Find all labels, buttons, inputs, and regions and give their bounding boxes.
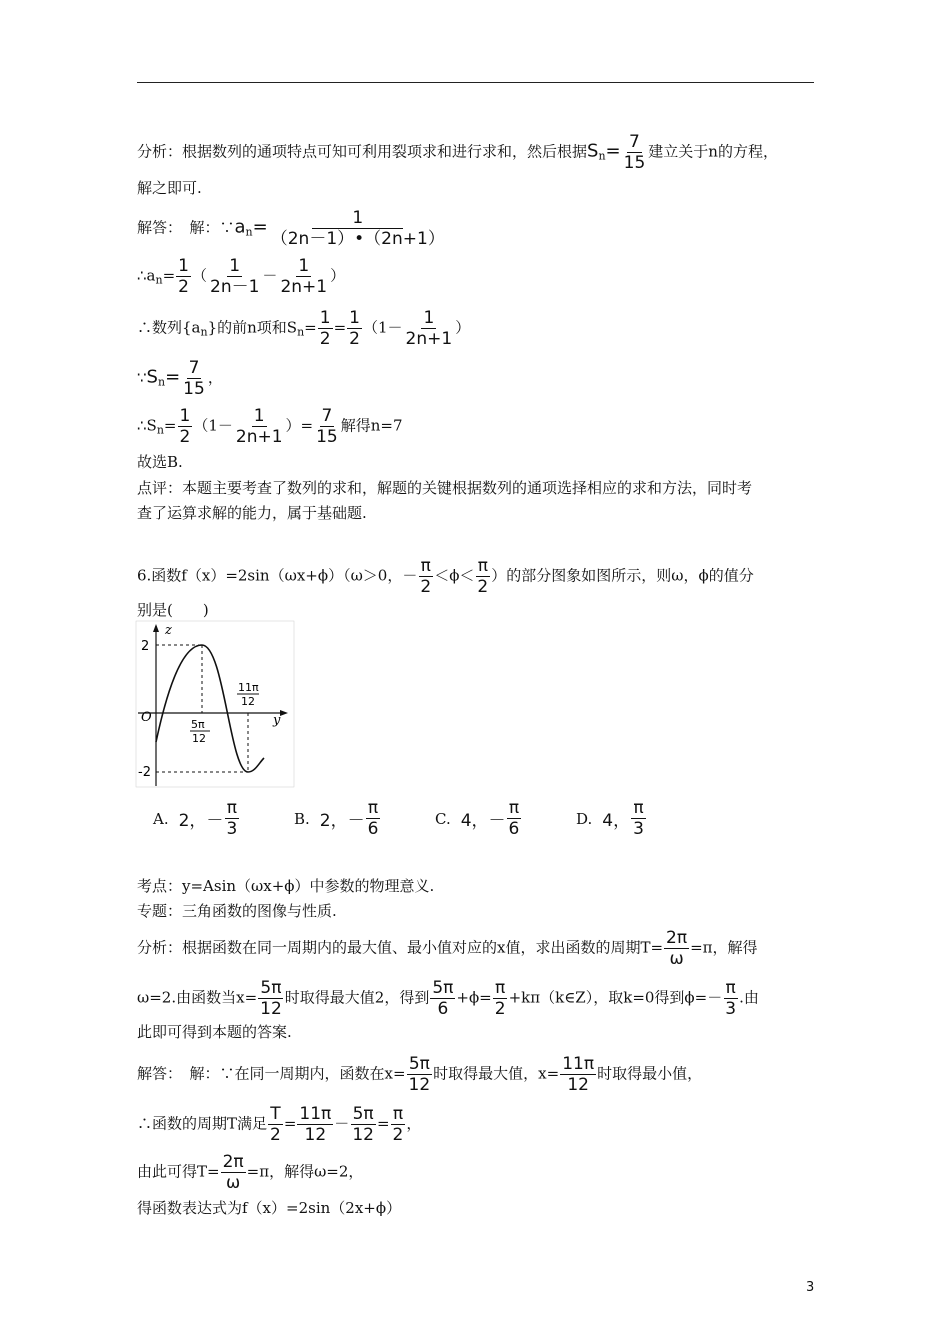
solution2-line-1: [137, 1054, 702, 1095]
text: =: [163, 416, 177, 435]
text: n: [200, 325, 208, 339]
text: ）: [455, 318, 471, 337]
fraction: $\frac{7}{15}$: [183, 358, 205, 399]
text: n: [245, 225, 253, 239]
text: ∴数列{a: [137, 318, 201, 337]
text: ）: [330, 266, 346, 285]
text: }的前n项和S: [207, 318, 298, 337]
text: S: [146, 366, 158, 388]
text: +ϕ=: [456, 988, 492, 1007]
fraction: $\frac{1}{2}$: [179, 406, 191, 447]
choice-d[interactable]: [576, 798, 647, 839]
analysis2-line-1: [137, 928, 758, 969]
fraction: $\frac{11\pi}{12}$: [562, 1054, 595, 1095]
fraction: $\frac{\pi}{2}$: [420, 556, 432, 597]
text: +kπ（k∈Z），取k=0得到ϕ=－: [508, 988, 723, 1007]
tick-11pi-num: 11π: [238, 681, 259, 694]
text: 时取得最大值，x=: [433, 1064, 560, 1083]
choice-value: 2，－: [319, 811, 365, 831]
text: 建立关于n的方程，: [648, 142, 778, 161]
fraction: $\frac{7}{15}$: [623, 132, 646, 173]
origin-label: O: [141, 710, 152, 725]
fraction: $\frac{\pi}{2}$: [494, 978, 506, 1019]
comment-line-2: 查了运算求解的能力，属于基础题.: [137, 504, 367, 522]
analysis-line-2: 解之即可.: [137, 179, 202, 197]
text: n: [156, 423, 164, 437]
question-6-line-1: [137, 556, 754, 597]
choice-value: 4，: [602, 811, 631, 831]
text: ∵: [137, 368, 147, 387]
solution-line-4: [137, 358, 223, 399]
choice-label: A.: [153, 809, 169, 828]
choice-label: C.: [435, 809, 451, 828]
text: ∴S: [137, 416, 157, 435]
text: （1－: [193, 416, 233, 435]
question-6-line-2: 别是( ): [137, 601, 209, 619]
text: 时取得最大值2，得到: [284, 988, 430, 1007]
text: 6.函数f（x）=2sin（ωx+ϕ）（ω＞0，－: [137, 566, 418, 585]
text: （: [192, 266, 208, 285]
text: n: [598, 149, 606, 163]
fraction: $\frac{1}{2}$: [349, 308, 360, 349]
tick-5pi-num: 5π: [191, 718, 205, 731]
tick-5pi-den: 12: [192, 732, 206, 745]
solution2-line-2: [137, 1104, 421, 1145]
fraction: $\frac{\pi}{2}$: [477, 556, 489, 597]
analysis-line-1: [137, 132, 778, 173]
fraction: $\frac{1}{(2n-1)•(2n+1)}$: [270, 208, 445, 249]
y-label: y: [273, 713, 281, 728]
sine-graph: [135, 620, 295, 788]
text: 解得n=7: [340, 416, 403, 435]
y-axis-arrow: [280, 710, 288, 716]
answer-choices: [153, 798, 713, 844]
choice-a[interactable]: [153, 798, 240, 839]
fraction: $\frac{1}{2}$: [178, 256, 189, 297]
choice-value: 4，－: [460, 811, 506, 831]
solution2-line-4: 得函数表达式为f（x）=2sin（2x+ϕ）: [137, 1199, 402, 1217]
text: 分析：根据数列的通项特点可知可利用裂项求和进行求和，然后根据: [137, 142, 588, 161]
fraction: $\frac{5\pi}{12}$: [352, 1104, 374, 1145]
text: n: [297, 325, 305, 339]
fraction: $\frac{\pi}{3}$: [226, 798, 238, 839]
text: 时取得最小值，: [597, 1064, 703, 1083]
fraction: $\frac{1}{2n+1}$: [405, 308, 453, 349]
comment-line-1: 点评：本题主要考查了数列的求和，解题的关键根据数列的通项选择相应的求和方法，同时考: [137, 479, 753, 497]
z-label: z: [165, 623, 172, 638]
fraction: $\frac{1}{2n-1}$: [210, 256, 260, 297]
graph-border: [136, 621, 294, 787]
solution-line-5: [137, 406, 403, 447]
fraction: $\frac{2\pi}{\omega}$: [222, 1152, 244, 1193]
text: 由此可得T=: [137, 1162, 220, 1181]
fraction: $\frac{1}{2n+1}$: [280, 256, 328, 297]
text: ∴a: [137, 266, 156, 285]
text: =: [252, 216, 268, 238]
text: a: [234, 216, 246, 238]
text: ，: [406, 1114, 422, 1133]
analysis2-line-2: [137, 978, 759, 1019]
topic-line: 专题：三角函数的图像与性质.: [137, 902, 337, 920]
fraction: $\frac{T}{2}$: [270, 1104, 281, 1145]
fraction: $\frac{\pi}{2}$: [392, 1104, 404, 1145]
text: 解答： 解：∵在同一周期内，函数在x=: [137, 1064, 406, 1083]
text: （1－: [362, 318, 403, 337]
choice-value: 2，－: [178, 811, 224, 831]
text: ∴函数的周期T满足: [137, 1114, 268, 1133]
text: －: [334, 1114, 350, 1133]
text: =: [162, 266, 176, 285]
choice-b[interactable]: [294, 798, 381, 839]
fraction: $\frac{\pi}{6}$: [367, 798, 379, 839]
fraction: $\frac{5\pi}{12}$: [408, 1054, 431, 1095]
fraction: $\frac{5\pi}{12}$: [260, 978, 282, 1019]
exam-point-line: 考点：y=Asin（ωx+ϕ）中参数的物理意义.: [137, 877, 435, 895]
text: ，: [207, 368, 223, 387]
answer-line: 故选B.: [137, 453, 183, 471]
fraction: $\frac{5\pi}{6}$: [432, 978, 454, 1019]
text: =π，解得ω=2，: [246, 1162, 364, 1181]
choice-c[interactable]: [435, 798, 522, 839]
text: n: [157, 375, 166, 389]
text: S: [587, 140, 599, 162]
sine-curve: [156, 645, 264, 772]
text: ＜ϕ＜: [434, 566, 475, 585]
tick-11pi-den: 12: [241, 695, 255, 708]
text: =: [283, 1114, 297, 1133]
text: =: [333, 318, 347, 337]
fraction: $\frac{1}{2n+1}$: [235, 406, 283, 447]
text: =: [605, 140, 621, 162]
fraction: $\frac{2\pi}{\omega}$: [666, 928, 688, 969]
solution2-line-3: [137, 1152, 363, 1193]
text: n: [155, 273, 163, 287]
text: 解答： 解：∵: [137, 218, 235, 237]
text: ）的部分图象如图所示，则ω，ϕ的值分: [491, 566, 754, 585]
fraction: $\frac{\pi}{6}$: [508, 798, 520, 839]
text: .由: [739, 988, 759, 1007]
header-rule: [137, 82, 814, 83]
fraction: $\frac{7}{15}$: [316, 406, 338, 447]
text: 分析：根据函数在同一周期内的最大值、最小值对应的x值，求出函数的周期T=: [137, 938, 664, 957]
tick-neg2-label: -2: [138, 765, 151, 780]
text: =: [304, 318, 317, 337]
tick-2-label: 2: [141, 639, 150, 654]
page-number: 3: [806, 1280, 815, 1295]
solution-line-1: [137, 208, 448, 249]
fraction: $\frac{1}{2}$: [319, 308, 331, 349]
solution-line-3: [137, 308, 470, 349]
text: ）=: [285, 416, 314, 435]
choice-label: D.: [576, 809, 593, 828]
text: ω=2.由函数当x=: [137, 988, 258, 1007]
z-axis-arrow: [153, 624, 159, 632]
choice-label: B.: [294, 809, 310, 828]
fraction: $\frac{11\pi}{12}$: [299, 1104, 332, 1145]
analysis2-line-3: 此即可得到本题的答案.: [137, 1023, 292, 1041]
fraction: $\frac{\pi}{3}$: [633, 798, 644, 839]
fraction: $\frac{\pi}{3}$: [725, 978, 737, 1019]
text: =: [165, 366, 181, 388]
solution-line-2: [137, 256, 345, 297]
text: －: [262, 266, 278, 285]
text: =π，解得: [690, 938, 758, 957]
text: =: [376, 1114, 390, 1133]
